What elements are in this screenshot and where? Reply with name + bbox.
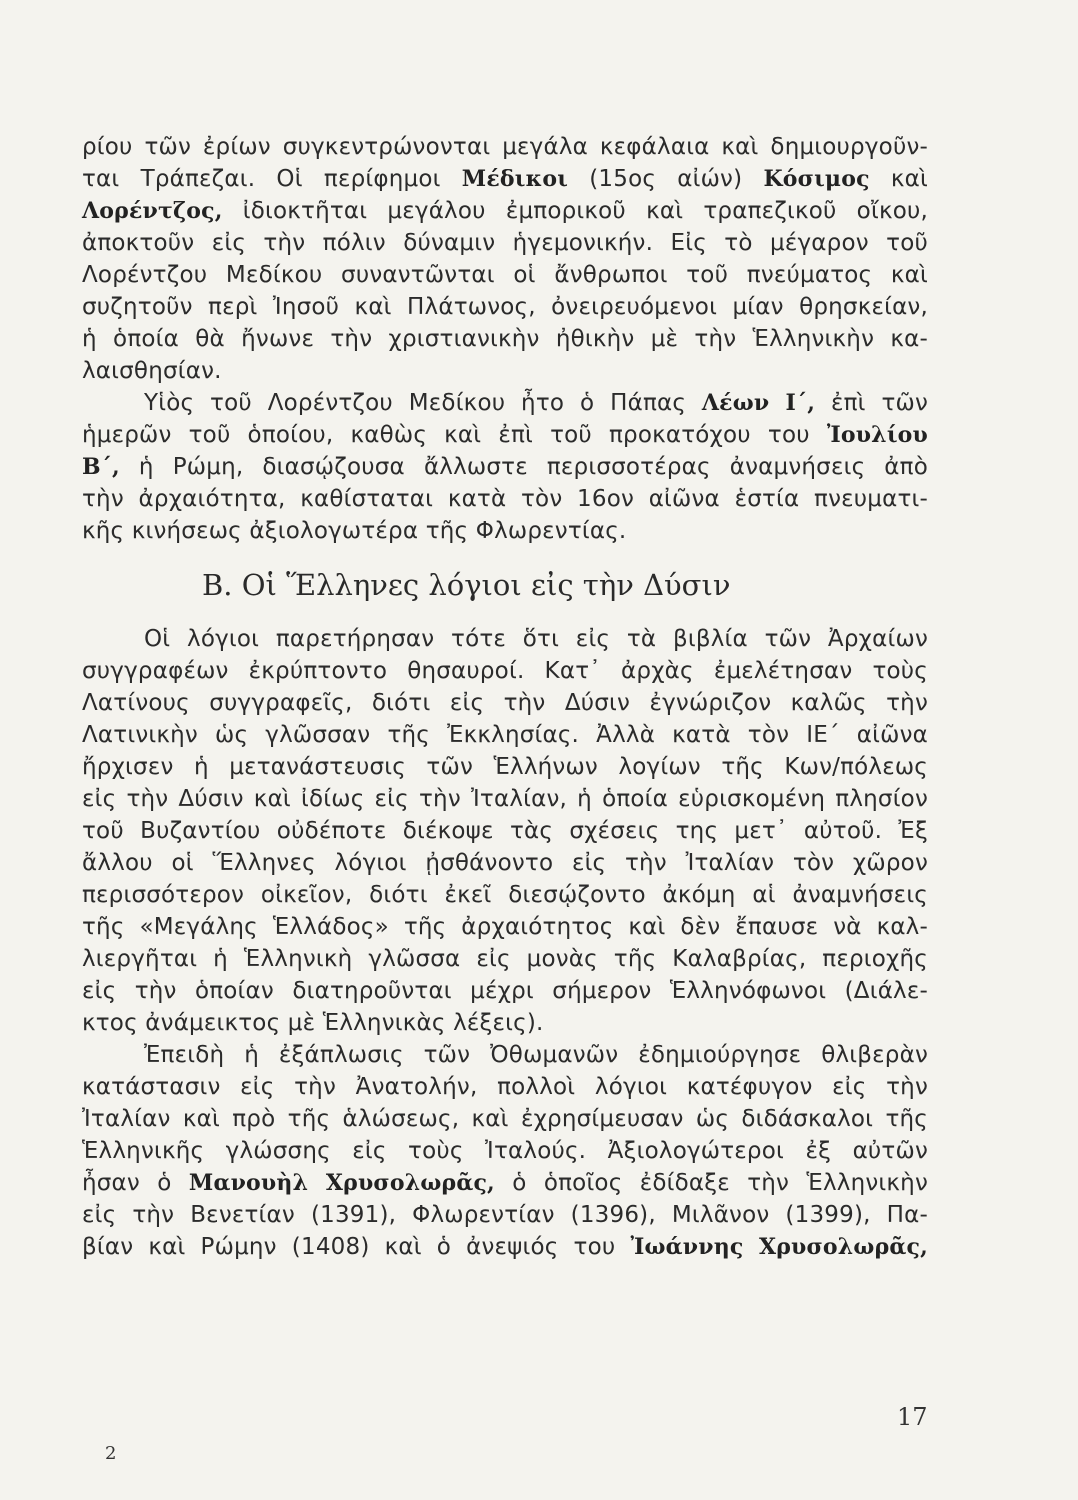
text-span: κῆς κινήσεως ἀξιολογωτέρα τῆς Φλωρεντίας. <box>82 518 627 544</box>
text-line <box>82 655 928 687</box>
text-line <box>82 815 928 847</box>
text-span: ἦσαν ὁ <box>82 1170 189 1196</box>
text-span: καὶ <box>869 166 928 192</box>
text-span: Ἑλληνικῆς γλώσσης εἰς τοὺς Ἰταλούς. Ἀξιολογώτεροι ἐξ αὐτῶν <box>82 1138 928 1164</box>
paragraph-4 <box>82 1039 928 1263</box>
text-line <box>82 879 928 911</box>
signature-mark: 2 <box>105 1443 117 1464</box>
text-span: ἡμερῶν τοῦ ὁποίου, καθὼς καὶ ἐπὶ τοῦ προκατόχου του <box>82 422 827 448</box>
text-span: συζητοῦν περὶ Ἰησοῦ καὶ Πλάτωνος, ὀνειρευόμενοι μίαν θρησκείαν, <box>82 294 928 320</box>
text-span: βίαν καὶ Ρώμην (1408) καὶ ὁ ἀνεψιός του <box>82 1234 631 1260</box>
bold-name: Μέδικοι <box>461 166 569 192</box>
text-span: τοῦ Βυζαντίου οὐδέποτε διέκοψε τὰς σχέσεις της μετ᾿ αὐτοῦ. Ἐξ <box>82 818 928 844</box>
text-span: Λατινικὴν ὡς γλῶσσαν τῆς Ἐκκλησίας. Ἀλλὰ κατὰ τὸν ΙΕ΄ αἰῶνα <box>82 722 928 748</box>
bold-name: Κόσιμος <box>763 166 870 192</box>
text-span: λιεργῆται ἡ Ἑλληνικὴ γλῶσσα εἰς μονὰς τῆς Καλαβρίας, περιοχῆς <box>82 946 928 972</box>
text-span: Ἐπειδὴ ἡ ἐξάπλωσις τῶν Ὀθωμανῶν ἐδημιούργησε θλιβερὰν <box>144 1042 928 1068</box>
text-line <box>82 1103 928 1135</box>
text-line <box>82 355 928 387</box>
text-span: Οἱ λόγιοι παρετήρησαν τότε ὅτι εἰς τὰ βιβλία τῶν Ἀρχαίων <box>144 626 928 652</box>
text-line <box>82 1135 928 1167</box>
text-line <box>82 1231 928 1263</box>
text-line <box>82 1167 928 1199</box>
text-span: κατάστασιν εἰς τὴν Ἀνατολήν, πολλοὶ λόγιοι κατέφυγον εἰς τὴν <box>82 1074 928 1100</box>
paragraph-1 <box>82 131 928 387</box>
text-span: ἡ Ρώμη, διασῴζουσα ἄλλωστε περισσοτέρας ἀναμνήσεις ἀπὸ <box>119 454 928 480</box>
text-span: συγγραφέων ἐκρύπτοντο θησαυροί. Κατ᾿ ἀρχὰς ἐμελέτησαν τοὺς <box>82 658 928 684</box>
text-line <box>82 1039 928 1071</box>
text-line <box>82 515 928 547</box>
text-line <box>82 943 928 975</box>
text-line <box>82 975 928 1007</box>
text-span: Λατίνους συγγραφεῖς, διότι εἰς τὴν Δύσιν ἐγνώριζον καλῶς τὴν <box>82 690 928 716</box>
text-line <box>82 751 928 783</box>
bold-name: Λορέντζος, <box>82 198 223 224</box>
text-line <box>82 451 928 483</box>
section-heading: Β. Οἱ Ἕλληνες λόγιοι εἰς τὴν Δύσιν <box>202 568 731 602</box>
text-line <box>82 1199 928 1231</box>
text-span: ἡ ὁποία θὰ ἤνωνε τὴν χριστιανικὴν ἠθικὴν μὲ τὴν Ἑλληνικὴν κα- <box>82 326 928 352</box>
bold-name: Β΄, <box>82 454 120 480</box>
bold-name: Ἰουλίου <box>826 422 928 448</box>
text-line <box>82 259 928 291</box>
text-line <box>82 1007 928 1039</box>
text-span: ται Τράπεζαι. Οἱ περίφημοι <box>82 166 462 192</box>
text-span: εἰς τὴν ὁποίαν διατηροῦνται μέχρι σήμερον Ἑλληνόφωνοι (Διάλε- <box>82 978 928 1004</box>
text-span: ὁ ὁποῖος ἐδίδαξε τὴν Ἑλληνικὴν <box>494 1170 928 1196</box>
paragraph-3 <box>82 623 928 1039</box>
text-line <box>82 847 928 879</box>
text-line <box>82 195 928 227</box>
text-span: τὴν ἀρχαιότητα, καθίσταται κατὰ τὸν 16ον αἰῶνα ἑστία πνευματι- <box>82 486 928 512</box>
page-text-block <box>82 131 928 1263</box>
text-line <box>82 1071 928 1103</box>
text-span: Υἱὸς τοῦ Λορέντζου Μεδίκου ἦτο ὁ Πάπας <box>144 390 702 416</box>
text-line <box>82 687 928 719</box>
text-line <box>82 291 928 323</box>
text-line <box>82 323 928 355</box>
text-line <box>82 623 928 655</box>
text-line <box>82 911 928 943</box>
text-span: (15ος αἰών) <box>568 166 764 192</box>
text-span: Λορέντζου Μεδίκου συναντῶνται οἱ ἄνθρωποι τοῦ πνεύματος καὶ <box>82 262 928 288</box>
text-span: Ἰταλίαν καὶ πρὸ τῆς ἁλώσεως, καὶ ἐχρησίμευσαν ὡς διδάσκαλοι τῆς <box>82 1106 928 1132</box>
text-span: ἄλλου οἱ Ἕλληνες λόγιοι ᾐσθάνοντο εἰς τὴν Ἰταλίαν τὸν χῶρον <box>82 850 928 876</box>
paragraph-2 <box>82 387 928 547</box>
text-span: κτος ἀνάμεικτος μὲ Ἑλληνικὰς λέξεις). <box>82 1010 544 1036</box>
text-line <box>82 131 928 163</box>
text-span: ἤρχισεν ἡ μετανάστευσις τῶν Ἑλλήνων λογίων τῆς Κων/πόλεως <box>82 754 928 780</box>
text-span: τῆς «Μεγάλης Ἑλλάδος» τῆς ἀρχαιότητος καὶ δὲν ἔπαυσε νὰ καλ- <box>82 914 928 940</box>
text-span: εἰς τὴν Δύσιν καὶ ἰδίως εἰς τὴν Ἰταλίαν, ἡ ὁποία εὑρισκομένη πλησίον <box>82 786 928 812</box>
page-number: 17 <box>897 1403 928 1431</box>
text-line <box>82 483 928 515</box>
text-span: ἐπὶ τῶν <box>815 390 928 416</box>
text-span: ρίου τῶν ἐρίων συγκεντρώνονται μεγάλα κεφάλαια καὶ δημιουργοῦν- <box>82 134 928 160</box>
text-line <box>82 419 928 451</box>
text-span: περισσότερον οἰκεῖον, διότι ἐκεῖ διεσῴζοντο ἀκόμη αἱ ἀναμνήσεις <box>82 882 928 908</box>
text-span: λαισθησίαν. <box>82 358 222 384</box>
bold-name: Λέων Ι΄, <box>701 390 816 416</box>
text-span: ἰδιοκτῆται μεγάλου ἐμπορικοῦ καὶ τραπεζικοῦ οἴκου, <box>222 198 928 224</box>
text-line <box>82 227 928 259</box>
text-line <box>82 387 928 419</box>
text-span: εἰς τὴν Βενετίαν (1391), Φλωρεντίαν (1396), Μιλᾶνον (1399), Πα- <box>82 1202 928 1228</box>
text-span: ἀποκτοῦν εἰς τὴν πόλιν δύναμιν ἡγεμονικήν. Εἰς τὸ μέγαρον τοῦ <box>82 230 928 256</box>
bold-name: Μανουὴλ Χρυσολωρᾶς, <box>188 1170 495 1196</box>
text-line <box>82 719 928 751</box>
bold-name: Ἰωάννης Χρυσολωρᾶς, <box>630 1234 928 1260</box>
text-line <box>82 163 928 195</box>
text-line <box>82 783 928 815</box>
